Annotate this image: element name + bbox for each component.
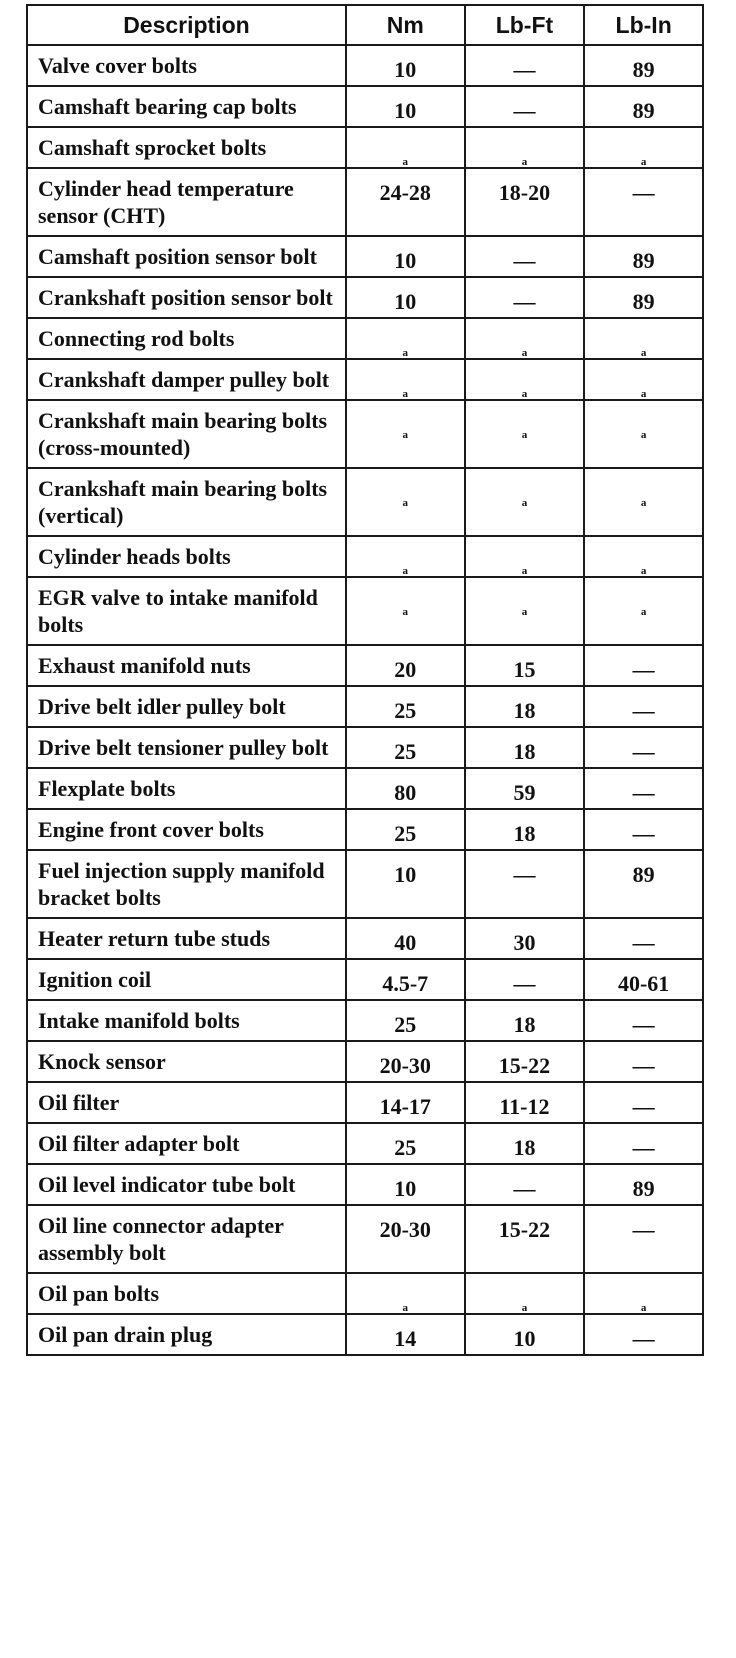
cell-description: Intake manifold bolts xyxy=(27,1000,346,1041)
cell-lbft xyxy=(465,727,585,768)
cell-value: a xyxy=(402,565,408,577)
cell-lbin xyxy=(584,468,703,536)
cell-lbin xyxy=(584,1082,703,1123)
cell-lbft xyxy=(465,1082,585,1123)
cell-lbin xyxy=(584,1123,703,1164)
cell-description: Oil line connector adapter assembly bolt xyxy=(27,1205,346,1273)
cell-value: a xyxy=(640,429,647,441)
table-row xyxy=(27,1041,703,1082)
cell-value: a xyxy=(640,497,647,509)
cell-value: — xyxy=(632,739,655,764)
cell-lbin xyxy=(584,86,703,127)
cell-nm xyxy=(346,536,465,577)
cell-lbft xyxy=(465,959,585,1000)
cell-nm xyxy=(346,686,465,727)
table-row xyxy=(27,1314,703,1355)
cell-nm xyxy=(346,468,465,536)
cell-value: 59 xyxy=(513,780,536,805)
cell-nm xyxy=(346,168,465,236)
cell-description: Heater return tube studs xyxy=(27,918,346,959)
table-row xyxy=(27,400,703,468)
cell-lbft xyxy=(465,809,585,850)
header-lbin: Lb-In xyxy=(584,5,703,45)
cell-nm xyxy=(346,577,465,645)
table-row xyxy=(27,850,703,918)
torque-spec-table xyxy=(26,4,704,1356)
table-body xyxy=(27,45,703,1355)
cell-value: — xyxy=(513,862,536,887)
cell-nm xyxy=(346,86,465,127)
cell-value: — xyxy=(632,780,655,805)
cell-description: Oil level indicator tube bolt xyxy=(27,1164,346,1205)
cell-lbin xyxy=(584,318,703,359)
cell-lbin xyxy=(584,918,703,959)
cell-nm xyxy=(346,1164,465,1205)
cell-description: Crankshaft damper pulley bolt xyxy=(27,359,346,400)
cell-nm xyxy=(346,727,465,768)
cell-lbin xyxy=(584,1000,703,1041)
cell-value: a xyxy=(521,497,528,509)
cell-description: Camshaft sprocket bolts xyxy=(27,127,346,168)
table-row xyxy=(27,318,703,359)
table-row xyxy=(27,727,703,768)
cell-lbft xyxy=(465,536,585,577)
cell-value: a xyxy=(640,1302,647,1314)
table-row xyxy=(27,959,703,1000)
header-nm: Nm xyxy=(346,5,465,45)
cell-value: — xyxy=(632,657,655,682)
cell-lbin xyxy=(584,536,703,577)
cell-lbft xyxy=(465,577,585,645)
cell-lbft xyxy=(465,168,585,236)
cell-value: 80 xyxy=(394,780,417,805)
cell-value: — xyxy=(513,971,536,996)
cell-description: Oil pan drain plug xyxy=(27,1314,346,1355)
cell-lbft xyxy=(465,86,585,127)
cell-value: 14-17 xyxy=(379,1094,431,1119)
cell-lbft xyxy=(465,1314,585,1355)
cell-lbin xyxy=(584,686,703,727)
cell-nm xyxy=(346,318,465,359)
cell-lbin xyxy=(584,768,703,809)
cell-lbin xyxy=(584,127,703,168)
cell-description: Cylinder heads bolts xyxy=(27,536,346,577)
cell-value: — xyxy=(632,821,655,846)
cell-description: Oil filter adapter bolt xyxy=(27,1123,346,1164)
cell-lbin xyxy=(584,850,703,918)
cell-value: — xyxy=(632,930,655,955)
table-row xyxy=(27,277,703,318)
cell-lbin xyxy=(584,1273,703,1314)
cell-description: Crankshaft position sensor bolt xyxy=(27,277,346,318)
cell-value: 18-20 xyxy=(498,180,551,205)
cell-value: 11-12 xyxy=(499,1094,550,1119)
cell-value: 15-22 xyxy=(498,1053,551,1078)
cell-value: 10 xyxy=(394,57,417,82)
cell-value: 25 xyxy=(394,1012,417,1037)
cell-description: Oil filter xyxy=(27,1082,346,1123)
cell-lbft xyxy=(465,359,585,400)
cell-description: Knock sensor xyxy=(27,1041,346,1082)
cell-lbin xyxy=(584,1314,703,1355)
cell-nm xyxy=(346,400,465,468)
cell-lbin xyxy=(584,277,703,318)
cell-description: Oil pan bolts xyxy=(27,1273,346,1314)
cell-lbft xyxy=(465,400,585,468)
cell-value: 18 xyxy=(513,1135,536,1160)
cell-value: 89 xyxy=(632,289,655,314)
cell-description: EGR valve to intake manifold bolts xyxy=(27,577,346,645)
cell-lbin xyxy=(584,1205,703,1273)
table-row xyxy=(27,1082,703,1123)
cell-lbft xyxy=(465,1205,585,1273)
cell-value: 14 xyxy=(394,1326,417,1351)
cell-description: Camshaft position sensor bolt xyxy=(27,236,346,277)
header-row xyxy=(27,5,703,45)
cell-value: — xyxy=(513,289,536,314)
table-header xyxy=(27,5,703,45)
cell-value: 18 xyxy=(513,821,536,846)
cell-lbin xyxy=(584,577,703,645)
cell-value: — xyxy=(513,1176,536,1201)
cell-nm xyxy=(346,277,465,318)
cell-nm xyxy=(346,1314,465,1355)
table-row xyxy=(27,1123,703,1164)
cell-value: a xyxy=(640,156,647,168)
cell-value: a xyxy=(402,497,408,509)
cell-nm xyxy=(346,809,465,850)
cell-nm xyxy=(346,645,465,686)
cell-value: a xyxy=(521,347,528,359)
cell-value: 24-28 xyxy=(379,180,431,205)
table-row xyxy=(27,686,703,727)
cell-lbft xyxy=(465,768,585,809)
table-row xyxy=(27,536,703,577)
cell-value: 18 xyxy=(513,739,536,764)
table-row xyxy=(27,45,703,86)
cell-lbft xyxy=(465,277,585,318)
cell-value: a xyxy=(640,606,647,618)
cell-value: a xyxy=(521,388,528,400)
cell-value: 10 xyxy=(394,862,417,887)
cell-value: 30 xyxy=(513,930,536,955)
cell-nm xyxy=(346,127,465,168)
cell-nm xyxy=(346,1205,465,1273)
cell-value: — xyxy=(513,248,536,273)
cell-value: — xyxy=(632,1217,655,1242)
cell-value: — xyxy=(632,180,655,205)
cell-lbin xyxy=(584,359,703,400)
cell-lbft xyxy=(465,318,585,359)
cell-nm xyxy=(346,1082,465,1123)
table-row xyxy=(27,86,703,127)
cell-description: Drive belt tensioner pulley bolt xyxy=(27,727,346,768)
cell-description: Engine front cover bolts xyxy=(27,809,346,850)
cell-lbft xyxy=(465,1273,585,1314)
torque-spec-sheet xyxy=(26,4,704,1356)
cell-value: — xyxy=(513,98,536,123)
cell-lbft xyxy=(465,645,585,686)
cell-description: Camshaft bearing cap bolts xyxy=(27,86,346,127)
cell-value: — xyxy=(632,1135,655,1160)
cell-value: — xyxy=(632,1326,655,1351)
cell-lbft xyxy=(465,1041,585,1082)
table-row xyxy=(27,359,703,400)
cell-nm xyxy=(346,1123,465,1164)
cell-value: — xyxy=(632,1053,655,1078)
cell-value: a xyxy=(640,388,647,400)
table-row xyxy=(27,1000,703,1041)
cell-value: a xyxy=(402,347,408,359)
cell-lbin xyxy=(584,1164,703,1205)
header-lbft: Lb-Ft xyxy=(465,5,585,45)
table-row xyxy=(27,236,703,277)
cell-value: a xyxy=(402,606,408,618)
cell-lbft xyxy=(465,1123,585,1164)
cell-value: 10 xyxy=(394,1176,417,1201)
table-row xyxy=(27,768,703,809)
cell-lbin xyxy=(584,45,703,86)
cell-lbft xyxy=(465,850,585,918)
cell-value: 89 xyxy=(632,98,655,123)
cell-description: Crankshaft main bearing bolts (cross-mounted) xyxy=(27,400,346,468)
table-row xyxy=(27,1164,703,1205)
cell-value: 10 xyxy=(394,289,417,314)
cell-value: a xyxy=(521,156,528,168)
cell-description: Flexplate bolts xyxy=(27,768,346,809)
cell-description: Connecting rod bolts xyxy=(27,318,346,359)
cell-nm xyxy=(346,918,465,959)
cell-value: — xyxy=(632,698,655,723)
cell-nm xyxy=(346,1273,465,1314)
cell-description: Crankshaft main bearing bolts (vertical) xyxy=(27,468,346,536)
cell-value: 20 xyxy=(394,657,417,682)
cell-value: a xyxy=(402,429,408,441)
cell-value: a xyxy=(521,565,528,577)
cell-nm xyxy=(346,1041,465,1082)
cell-lbin xyxy=(584,959,703,1000)
table-row xyxy=(27,809,703,850)
cell-value: a xyxy=(402,1302,408,1314)
cell-value: a xyxy=(521,606,528,618)
cell-value: — xyxy=(632,1094,655,1119)
cell-nm xyxy=(346,850,465,918)
cell-nm xyxy=(346,959,465,1000)
cell-description: Drive belt idler pulley bolt xyxy=(27,686,346,727)
cell-value: 89 xyxy=(632,862,655,887)
table-row xyxy=(27,127,703,168)
cell-description: Ignition coil xyxy=(27,959,346,1000)
table-row xyxy=(27,1273,703,1314)
cell-value: 40 xyxy=(394,930,417,955)
cell-lbin xyxy=(584,236,703,277)
cell-value: 18 xyxy=(513,698,536,723)
header-description: Description xyxy=(27,5,346,45)
cell-lbft xyxy=(465,236,585,277)
cell-lbft xyxy=(465,918,585,959)
cell-value: 25 xyxy=(394,739,417,764)
cell-value: 20-30 xyxy=(379,1053,431,1078)
cell-value: 25 xyxy=(394,698,417,723)
cell-lbft xyxy=(465,45,585,86)
table-row xyxy=(27,168,703,236)
cell-description: Exhaust manifold nuts xyxy=(27,645,346,686)
cell-value: 15 xyxy=(513,657,536,682)
cell-lbft xyxy=(465,1000,585,1041)
cell-lbin xyxy=(584,1041,703,1082)
cell-value: 10 xyxy=(513,1326,536,1351)
cell-nm xyxy=(346,236,465,277)
cell-value: a xyxy=(402,156,408,168)
cell-value: 10 xyxy=(394,98,417,123)
cell-value: 25 xyxy=(394,821,417,846)
cell-value: 4.5-7 xyxy=(382,971,429,996)
cell-lbin xyxy=(584,727,703,768)
cell-value: a xyxy=(521,1302,528,1314)
cell-value: 40-61 xyxy=(617,971,670,996)
cell-lbin xyxy=(584,168,703,236)
cell-lbft xyxy=(465,468,585,536)
cell-description: Fuel injection supply manifold bracket bolts xyxy=(27,850,346,918)
cell-value: 89 xyxy=(632,57,655,82)
cell-value: 20-30 xyxy=(379,1217,431,1242)
table-row xyxy=(27,1205,703,1273)
table-row xyxy=(27,645,703,686)
cell-value: 18 xyxy=(513,1012,536,1037)
cell-value: a xyxy=(402,388,408,400)
cell-nm xyxy=(346,45,465,86)
cell-lbin xyxy=(584,809,703,850)
table-row xyxy=(27,918,703,959)
cell-lbin xyxy=(584,400,703,468)
cell-value: — xyxy=(513,57,536,82)
cell-value: a xyxy=(521,429,528,441)
cell-lbin xyxy=(584,645,703,686)
cell-value: a xyxy=(640,565,647,577)
cell-lbft xyxy=(465,127,585,168)
cell-value: 89 xyxy=(632,248,655,273)
cell-value: a xyxy=(640,347,647,359)
cell-value: 25 xyxy=(394,1135,417,1160)
cell-lbft xyxy=(465,686,585,727)
cell-nm xyxy=(346,1000,465,1041)
table-row xyxy=(27,468,703,536)
cell-description: Cylinder head temperature sensor (CHT) xyxy=(27,168,346,236)
cell-lbft xyxy=(465,1164,585,1205)
cell-description: Valve cover bolts xyxy=(27,45,346,86)
table-row xyxy=(27,577,703,645)
cell-value: 10 xyxy=(394,248,417,273)
cell-value: — xyxy=(632,1012,655,1037)
cell-nm xyxy=(346,768,465,809)
cell-nm xyxy=(346,359,465,400)
cell-value: 89 xyxy=(632,1176,655,1201)
cell-value: 15-22 xyxy=(498,1217,551,1242)
